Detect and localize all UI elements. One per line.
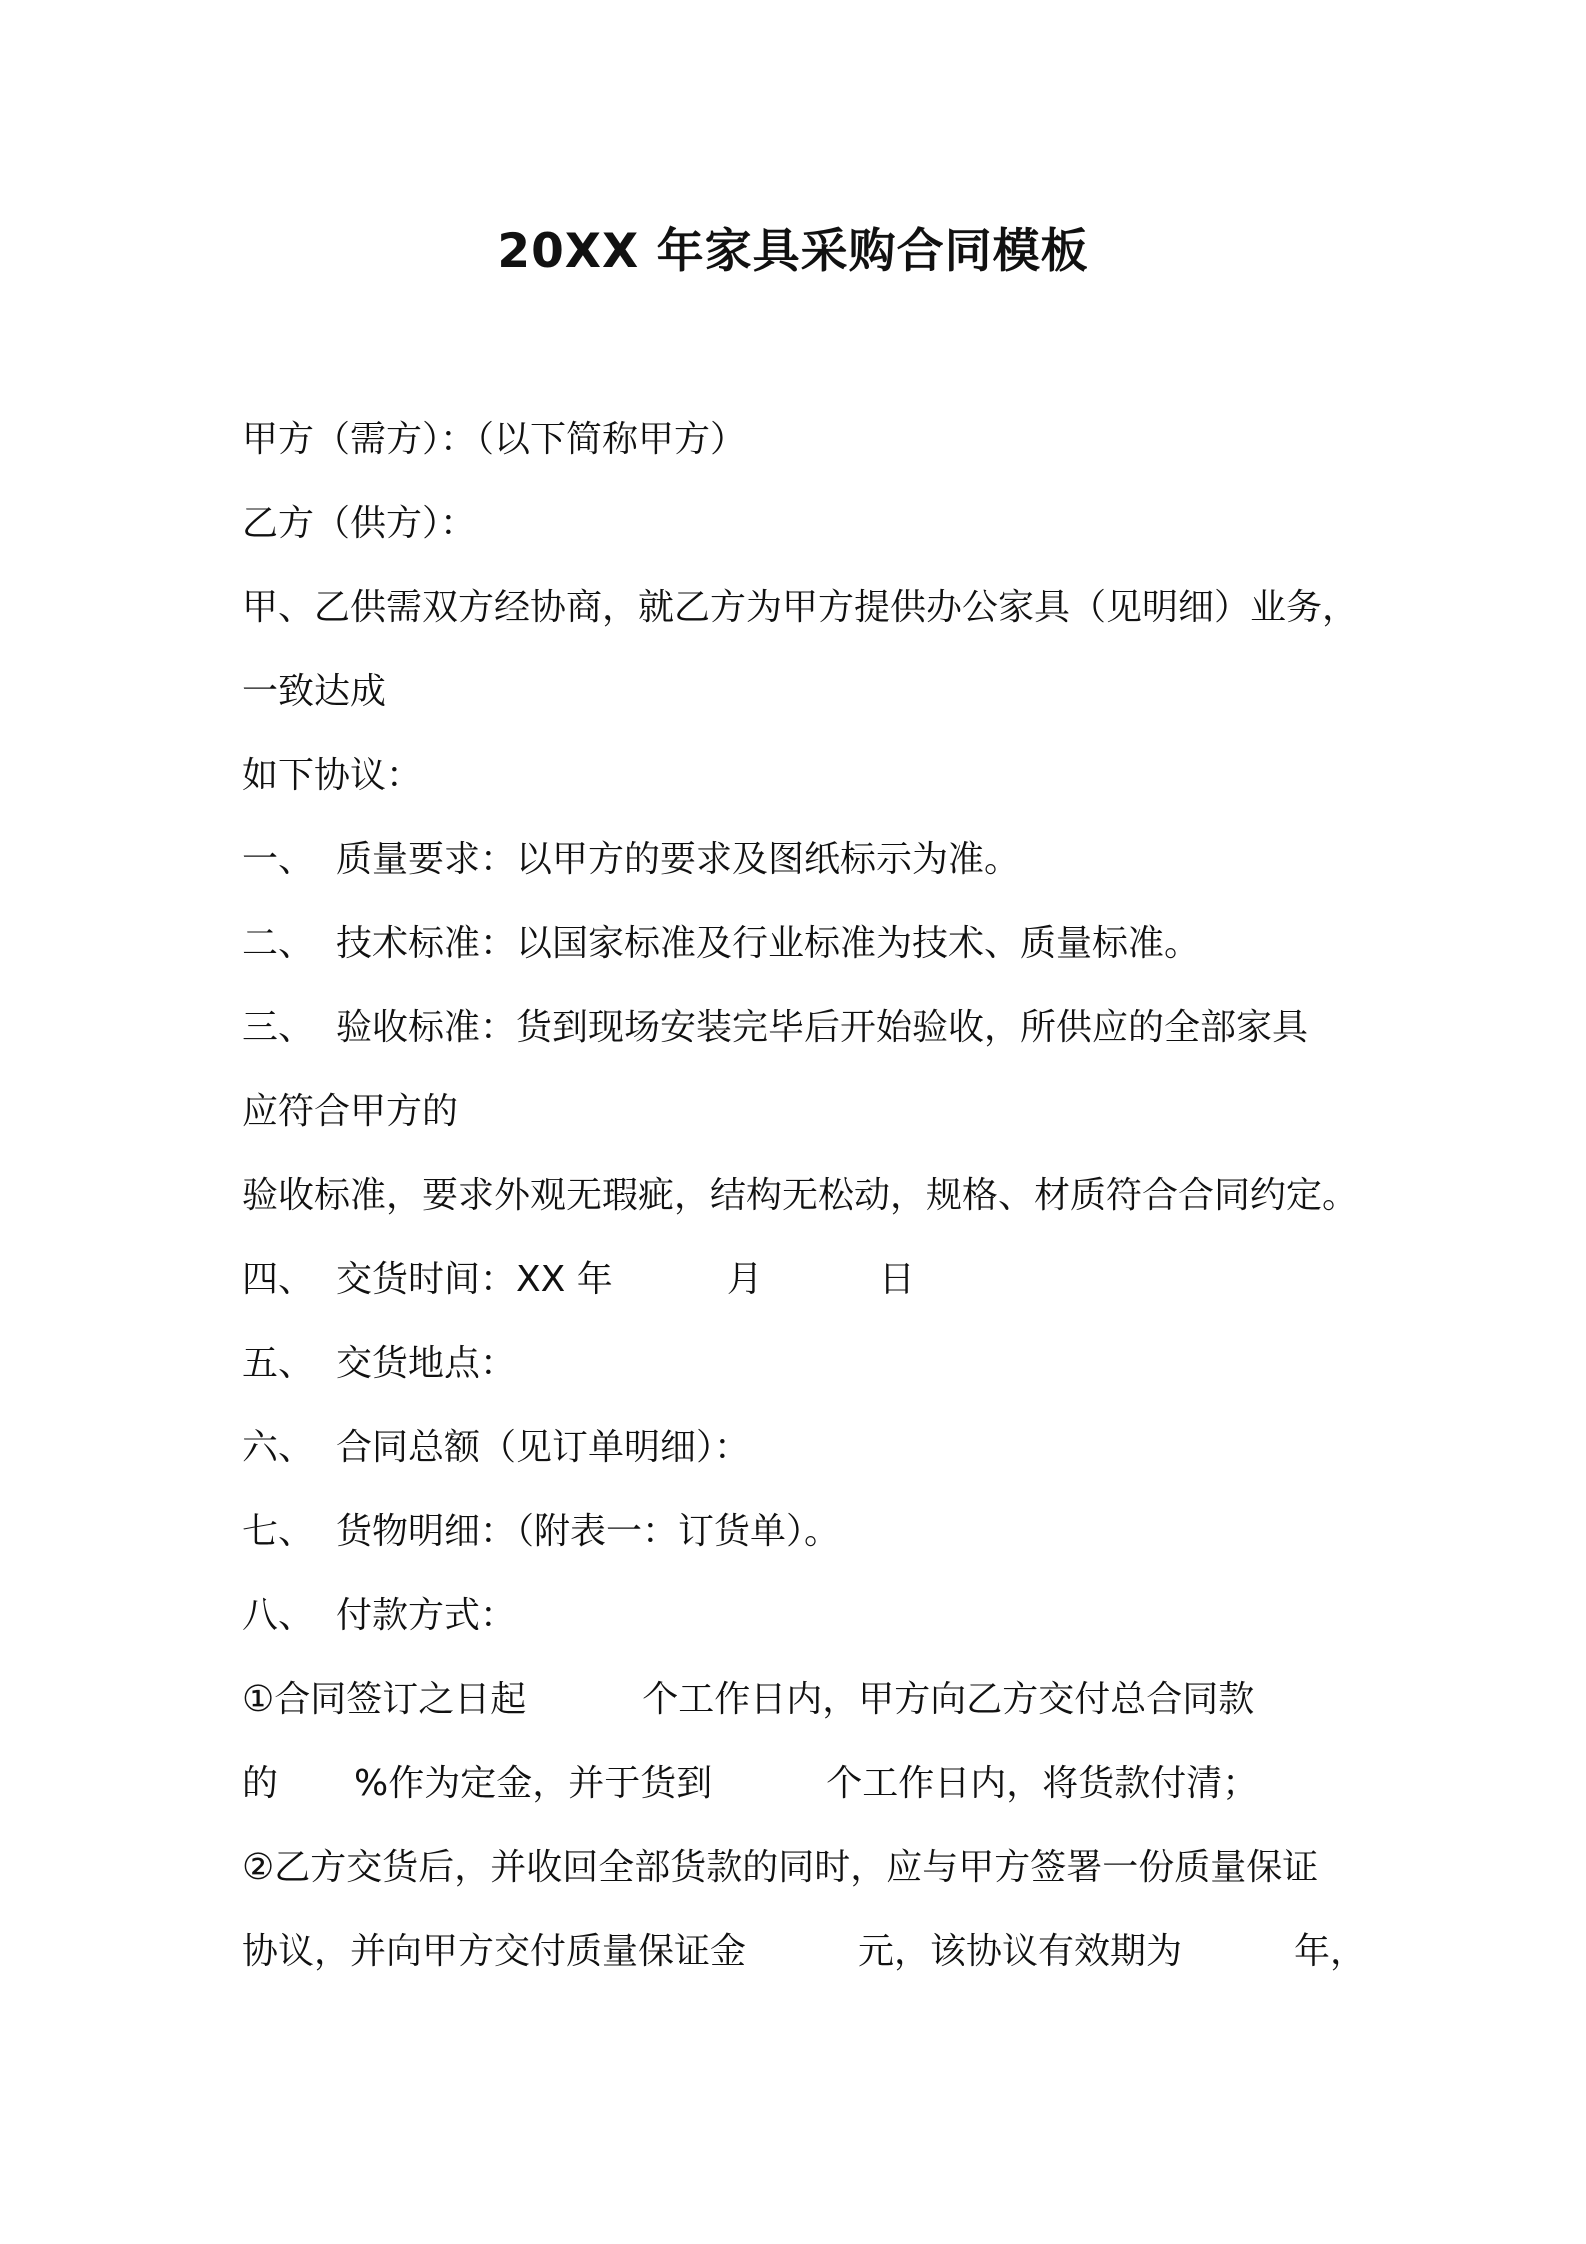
- delivery-month: 月: [726, 1259, 763, 1300]
- intro-line-3: 如下协议：: [242, 755, 423, 796]
- clause-5: [242, 1338, 1372, 1390]
- clause-text: 合同总额（见订单明细）：: [336, 1427, 751, 1468]
- payment-text: 个工作日内，将货款付清；: [826, 1763, 1259, 1804]
- clause-8: [242, 1590, 1372, 1642]
- delivery-day: 日: [878, 1259, 915, 1300]
- clause-2: [242, 918, 1372, 970]
- clause-label: 交货时间：: [336, 1259, 517, 1300]
- payment-line-2: [242, 1758, 1372, 1810]
- party-b-line: 乙方（供方）：: [242, 503, 477, 544]
- clause-6: [242, 1422, 1372, 1474]
- payment-text: 协议，并向甲方交付质量保证金: [242, 1931, 747, 1972]
- clause-number: 六、: [242, 1427, 315, 1468]
- clause-3: [242, 1002, 1372, 1054]
- payment-text: 个工作日内，甲方向乙方交付总合同款: [642, 1679, 1255, 1720]
- delivery-year: XX 年: [516, 1259, 613, 1300]
- clause-number: 五、: [242, 1343, 315, 1384]
- payment-text: 元，该协议有效期为: [858, 1931, 1183, 1972]
- payment-text: 的: [242, 1763, 279, 1804]
- clause-3-continuation-1: 应符合甲方的: [242, 1091, 459, 1132]
- payment-line-4: [242, 1926, 1372, 1978]
- payment-text: %作为定金，并于货到: [354, 1763, 713, 1804]
- clause-number: 七、: [242, 1511, 315, 1552]
- clause-text: 交货地点：: [336, 1343, 517, 1384]
- clause-number: 一、: [242, 839, 315, 880]
- intro-line-1: 甲、乙供需双方经协商，就乙方为甲方提供办公家具（见明细）业务，: [242, 587, 1359, 628]
- party-a-line: 甲方（需方）：（以下简称甲方）: [242, 419, 747, 460]
- clause-text: 技术标准：以国家标准及行业标准为技术、质量标准。: [336, 923, 1201, 964]
- clause-3-continuation-2: 验收标准，要求外观无瑕疵，结构无松动，规格、材质符合合同约定。: [242, 1175, 1359, 1216]
- clause-text: 付款方式：: [336, 1595, 517, 1636]
- clause-number: 四、: [242, 1259, 315, 1300]
- clause-7: [242, 1506, 1372, 1558]
- clause-1: [242, 834, 1372, 886]
- payment-line-3: ②乙方交货后，并收回全部货款的同时，应与甲方签署一份质量保证: [242, 1847, 1319, 1888]
- clause-text: 验收标准：货到现场安装完毕后开始验收，所供应的全部家具: [336, 1007, 1309, 1048]
- clause-text: 质量要求：以甲方的要求及图纸标示为准。: [336, 839, 1021, 880]
- clause-number: 八、: [242, 1595, 315, 1636]
- clause-number: 二、: [242, 923, 315, 964]
- clause-number: 三、: [242, 1007, 315, 1048]
- intro-line-2: 一致达成: [242, 671, 387, 712]
- clause-text: 货物明细：（附表一：订货单）。: [336, 1511, 841, 1552]
- document-title: 20XX 年家具采购合同模板: [497, 224, 1089, 279]
- clause-4: [242, 1254, 1372, 1306]
- payment-text: 年，: [1294, 1931, 1367, 1972]
- payment-text: ①合同签订之日起: [242, 1679, 527, 1720]
- payment-line-1: [242, 1674, 1372, 1726]
